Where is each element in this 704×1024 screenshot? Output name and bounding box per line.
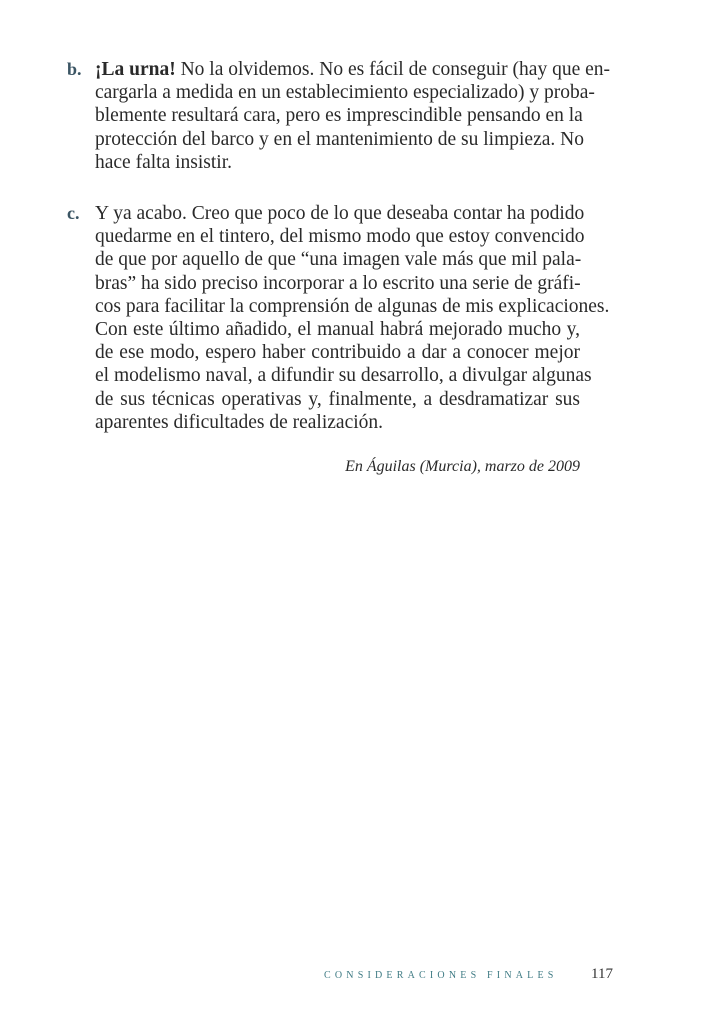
bold-lead: ¡La urna! (95, 59, 176, 80)
item-text (95, 58, 611, 174)
text-line: blemente resultará cara, pero es imprescindible pensando en la (95, 105, 583, 127)
text-line: cos para facilitar la comprensión de algunas de mis explicaciones. (95, 295, 610, 317)
running-footer-title: CONSIDERACIONES FINALES (324, 970, 558, 981)
item-text (95, 202, 610, 434)
text-line: aparentes dificultades de realización. (95, 411, 384, 433)
text-line: hace falta insistir. (95, 151, 232, 173)
item-label: c. (67, 203, 80, 223)
signature-place-date: En Águilas (Murcia), marzo de 2009 (345, 458, 580, 475)
text-line: cargarla a medida en un establecimiento especializado) y proba- (95, 82, 595, 104)
text-line: de sus técnicas operativas y, finalmente, a desdramatizar sus (95, 388, 580, 410)
item-label: b. (67, 59, 82, 79)
text-line: Y ya acabo. Creo que poco de lo que deseaba contar ha podido (95, 203, 585, 224)
text-span: No la olvidemos. No es fácil de conseguir (hay que en- (175, 59, 611, 80)
text-line: bras” ha sido preciso incorporar a lo escrito una serie de gráfi- (95, 272, 581, 294)
text-line: de que por aquello de que “una imagen vale más que mil pala- (95, 249, 582, 271)
text-line: el modelismo naval, a difundir su desarrollo, a divulgar algunas (95, 365, 592, 387)
page-number: 117 (591, 966, 613, 982)
text-line: de ese modo, espero haber contribuido a dar a conocer mejor (95, 342, 580, 364)
text-line: Con este último añadido, el manual habrá mejorado mucho y, (95, 318, 580, 340)
text-line: quedarme en el tintero, del mismo modo que estoy convencido (95, 226, 585, 248)
text-line: protección del barco y en el mantenimiento de su limpieza. No (95, 128, 584, 150)
text-line (95, 58, 611, 81)
